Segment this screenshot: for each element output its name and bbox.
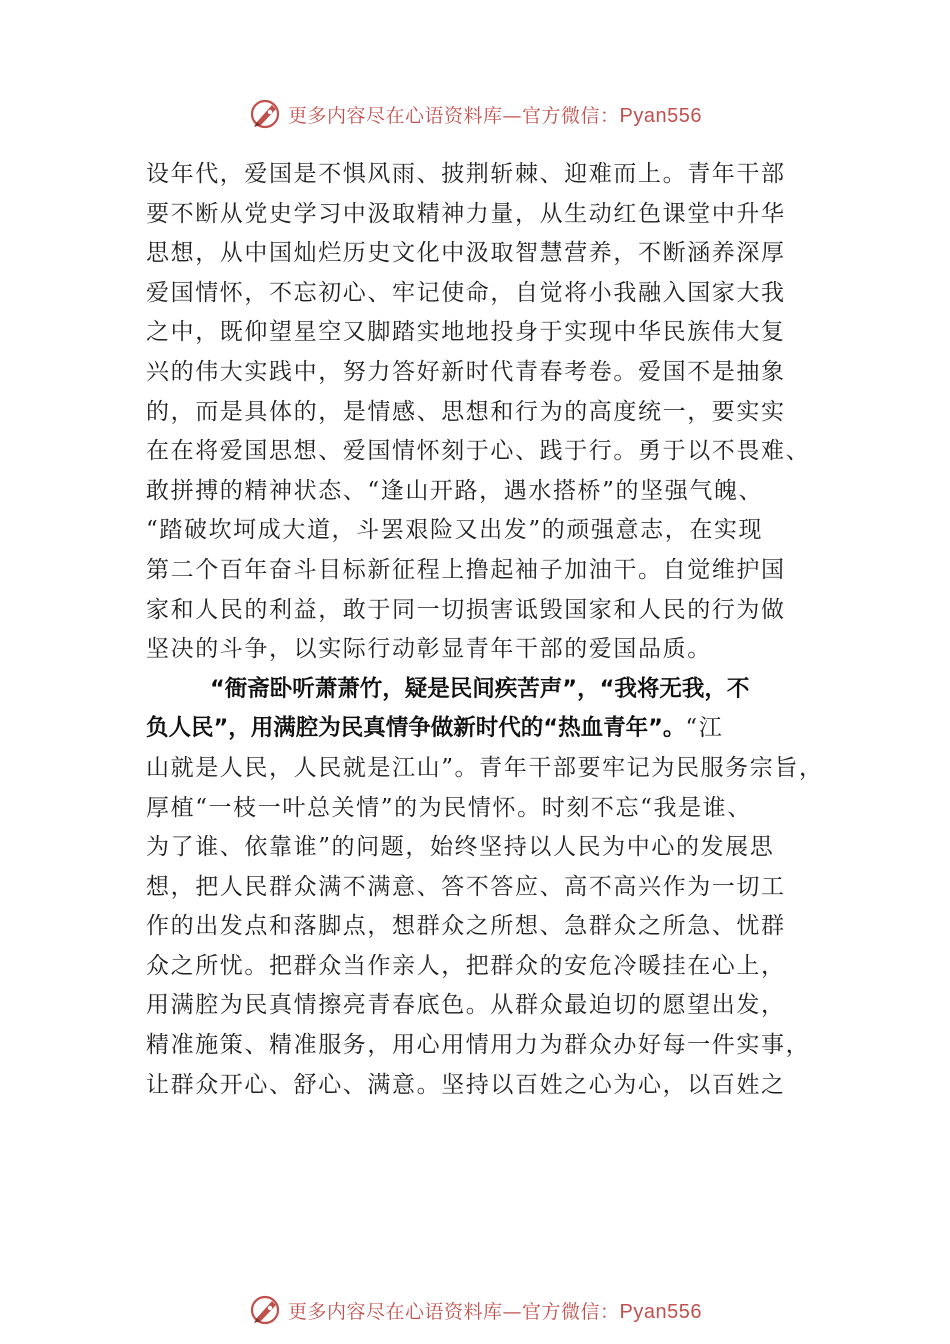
body-line: 用满腔为民真情擦亮青春底色。从群众最迫切的愿望出发， — [146, 992, 786, 1019]
pen-logo-icon — [248, 96, 284, 132]
body-line: 坚决的斗争，以实际行动彰显青年干部的爱国品质。 — [146, 636, 712, 663]
body-line: 众之所忧。把群众当作亲人，把群众的安危冷暖挂在心上， — [146, 952, 786, 979]
body-line: 要不断从党史学习中汲取精神力量，从生动红色课堂中升华 — [146, 200, 786, 227]
body-line: 让群众开心、舒心、满意。坚持以百姓之心为心，以百姓之 — [146, 1071, 786, 1098]
body-line: 作的出发点和落脚点，想群众之所想、急群众之所急、忧群 — [146, 913, 786, 940]
body-line: 想，把人民群众满不满意、答不答应、高不高兴作为一切工 — [146, 873, 786, 900]
pen-logo-icon — [248, 1292, 284, 1328]
body-line: 兴的伟大实践中，努力答好新时代青春考卷。爱国不是抽象 — [146, 358, 786, 385]
footer-text: 更多内容尽在心语资料库—官方微信：Pyan556 — [288, 1300, 702, 1323]
section-heading: “衙斋卧听萧萧竹，疑是民间疾苦声”，“我将无我，不 — [210, 675, 750, 702]
body-line: 山就是人民，人民就是江山”。青年干部要牢记为民服务宗旨， — [146, 754, 824, 781]
body-line: 设年代，爱国是不惧风雨、披荆斩棘、迎难而上。青年干部 — [146, 161, 786, 187]
body-line: 家和人民的利益，敢于同一切损害诋毁国家和人民的行为做 — [146, 596, 786, 623]
heading-bold-text: 负人民”，用满腔为民真情争做新时代的“热血青年”。 — [146, 715, 686, 742]
body-line: 精准施策、精准服务，用心用情用力为群众办好每一件实事， — [146, 1032, 811, 1059]
body-line: 的，而是具体的，是情感、思想和行为的高度统一，要实实 — [146, 398, 786, 425]
body-line: 之中，既仰望星空又脚踏实地地投身于实现中华民族伟大复 — [146, 319, 786, 346]
footer-banner — [0, 1288, 950, 1332]
body-line: 厚植“一枝一叶总关情”的为民情怀。时刻不忘“我是谁、 — [146, 794, 752, 821]
section-heading-continued — [146, 709, 806, 749]
body-line: “踏破坎坷成大道，斗罢艰险又出发”的顽强意志，在实现 — [146, 517, 764, 544]
heading-trailing-text: “江 — [685, 715, 724, 742]
body-line: 敢拼搏的精神状态、“逢山开路，遇水搭桥”的坚强气魄、 — [146, 477, 764, 504]
header-text: 更多内容尽在心语资料库—官方微信：Pyan556 — [288, 104, 702, 127]
body-line: 第二个百年奋斗目标新征程上撸起袖子加油干。自觉维护国 — [146, 556, 786, 583]
document-body — [146, 155, 824, 1105]
body-line: 在在将爱国思想、爱国情怀刻于心、践于行。勇于以不畏难、 — [146, 438, 811, 465]
body-line: 爱国情怀，不忘初心、牢记使命，自觉将小我融入国家大我 — [146, 279, 786, 306]
body-line: 思想，从中国灿烂历史文化中汲取智慧营养，不断涵养深厚 — [146, 240, 786, 267]
body-line: 为了谁、依靠谁”的问题，始终坚持以人民为中心的发展思 — [146, 834, 775, 861]
header-banner — [0, 92, 950, 136]
